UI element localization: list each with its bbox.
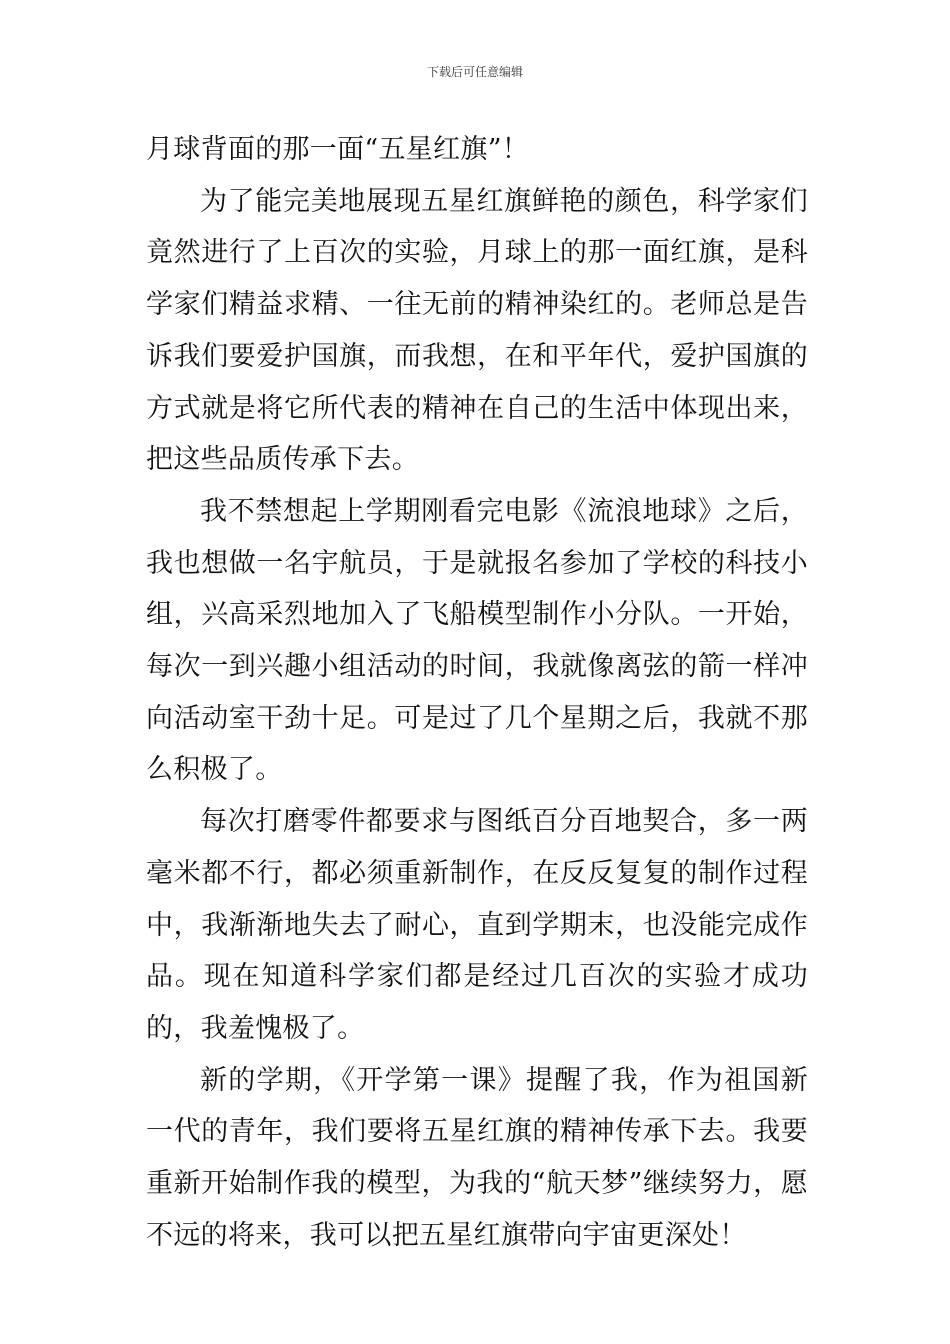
paragraph: 我不禁想起上学期刚看完电影《流浪地球》之后，我也想做一名宇航员，于是就报名参加了学校的科技小组，兴高采烈地加入了飞船模型制作小分队。一开始，每次一到兴趣小组活动的时间，我就像离弦的箭一样冲向活动室干劲十足。可是过了几个星期之后，我就不那么积极了。 bbox=[146, 495, 808, 786]
paragraph: 新的学期，《开学第一课》提醒了我，作为祖国新一代的青年，我们要将五星红旗的精神传承下去。我要重新开始制作我的模型，为我的“航天梦”继续努力，愿不远的将来，我可以把五星红旗带向宇宙更深处！ bbox=[146, 1064, 808, 1251]
document-body bbox=[146, 124, 808, 1261]
paragraph: 为了能完美地展现五星红旗鲜艳的颜色，科学家们竟然进行了上百次的实验，月球上的那一面红旗，是科学家们精益求精、一往无前的精神染红的。老师总是告诉我们要爱护国旗，而我想，在和平年代，爱护国旗的方式就是将它所代表的精神在自己的生活中体现出来，把这些品质传承下去。 bbox=[146, 185, 808, 476]
page-header: 下载后可任意编辑 bbox=[426, 65, 523, 79]
paragraph-continuation: 月球背面的那一面“五星红旗”！ bbox=[146, 134, 530, 165]
paragraph: 每次打磨零件都要求与图纸百分百地契合，多一两毫米都不行，都必须重新制作，在反反复复的制作过程中，我渐渐地失去了耐心，直到学期末，也没能完成作品。现在知道科学家们都是经过几百次的实验才成功的，我羞愧极了。 bbox=[146, 806, 808, 1044]
